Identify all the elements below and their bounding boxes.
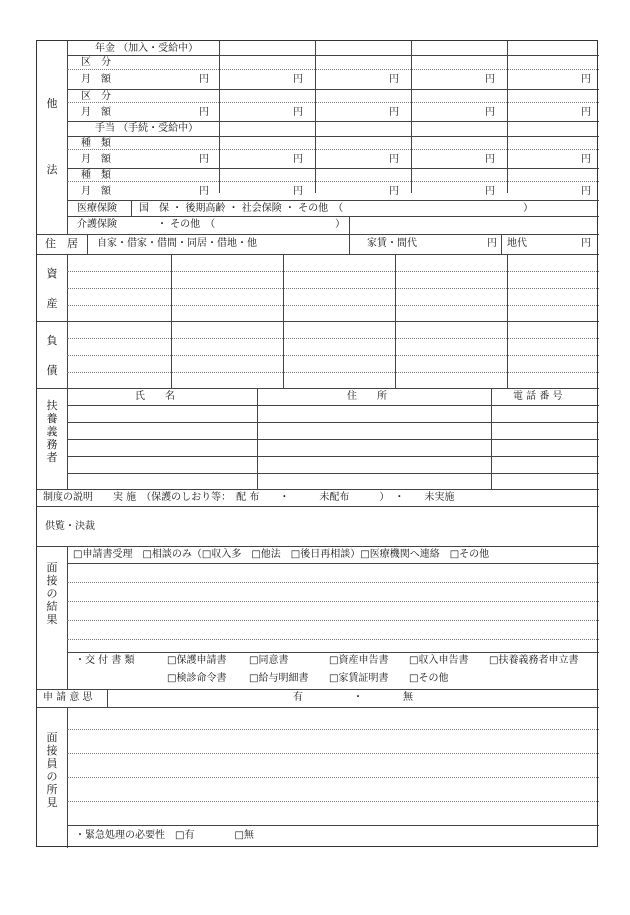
supporter-address-header: 住 所: [347, 391, 387, 402]
medical-insurance-label: 医療保険: [77, 203, 117, 214]
housing-types: 自家・借家・借間・同居・借地・他: [97, 238, 257, 249]
intent-no: 無: [403, 692, 413, 703]
explanation-row: 制度の説明 実 施 （保護のしおり等： 配 布 ・ 未配布 ） ・ 未実施: [43, 492, 455, 503]
doc-asset-declaration: □資産申告書: [329, 655, 389, 666]
kubun-label: 区 分: [81, 57, 111, 68]
doc-supporter-statement: □扶養義務者申立書: [489, 655, 579, 666]
pension-header: 年金 （加入・受給中）: [95, 43, 199, 54]
rent-label: 家賃・間代: [367, 238, 417, 249]
doc-medical-order: □検診命令書: [167, 673, 227, 684]
application-intent-label: 申 請 意 思: [43, 692, 93, 703]
doc-rent-certificate: □家賃証明書: [329, 673, 389, 684]
care-insurance-label: 介護保険: [77, 219, 117, 230]
review-approval: 供覧・決裁: [45, 521, 95, 532]
housing-label: 住 居: [45, 237, 78, 250]
doc-income-declaration: □収入申告書: [409, 655, 469, 666]
care-insurance-options: ・ その他 （ ）: [157, 219, 346, 230]
liabilities-label: 負: [46, 334, 58, 347]
doc-pay-slip: □給与明細書: [249, 673, 309, 684]
doc-other: □その他: [409, 673, 449, 684]
medical-insurance-options: 国 保 ・ 後期高齢 ・ 社会保険 ・ その他 （ ）: [139, 203, 534, 214]
urgency-row: ・緊急処理の必要性 □有 □無: [75, 830, 254, 841]
issued-docs-label: ・交 付 書 類: [75, 655, 135, 666]
doc-consent: □同意書: [249, 655, 289, 666]
supporters-label: 扶 養 義 務 者: [46, 399, 58, 464]
supporter-phone-header: 電 話 番 号: [513, 391, 563, 402]
intent-yes: 有: [293, 692, 303, 703]
allowance-header: 手当 （手続・受給中）: [95, 123, 199, 134]
interviewer-opinion-label: 面 接 員 の 所 見: [46, 731, 58, 809]
application-form: 他 法 年金 （加入・受給中） 区 分 月 額 円 円 円 円 円 区 分 月 額 円 円 円 円 円 手当 （手続・受給中） 種 類 月 額 円 円 円 円 円 種 類 月 額 円 円 円 円 円 医療保険 国 保 ・ 後期高齢 ・ 社会保険 ・ その他 （ ） 介護保険 ・ その他 （ ） 住 居 自家・借家・借間・同居・借地・他 家賃・間代 円 地代 円 資 産 負 債 扶 養 義 務 者 氏 名 住 所 電 話 番 号 制度の説明 実 施 （保護のしおり等： 配 布 ・ 未配布 ） ・ 未実施 供覧・決裁 面 接 の 結 果 □申請書受理 □相談のみ（□収入多 □他法 □後日再相談）□医療機関へ連絡 □その他 ・交 付 書 類 □保護申請書 □同意書 □資産申告書 □収入申告書 □扶養義務者申立書 □検診命令書 □給与明細書 □家賃証明書 □その他 申 請 意 思 有 ・ 無 面 接 員 の 所 見 ・緊急処理の必要性 □有 □無: [36, 40, 598, 847]
land-rent-label: 地代: [507, 238, 527, 249]
monthly-amount-label: 月 額: [81, 74, 111, 85]
assets-label: 資: [46, 267, 58, 280]
doc-protection-application: □保護申請書: [167, 655, 227, 666]
interview-options: □申請書受理 □相談のみ（□収入多 □他法 □後日再相談）□医療機関へ連絡 □その他: [73, 549, 490, 560]
interview-result-label: 面 接 の 結 果: [46, 561, 58, 626]
supporter-name-header: 氏 名: [135, 391, 175, 402]
other-law-label: 他: [46, 97, 58, 110]
